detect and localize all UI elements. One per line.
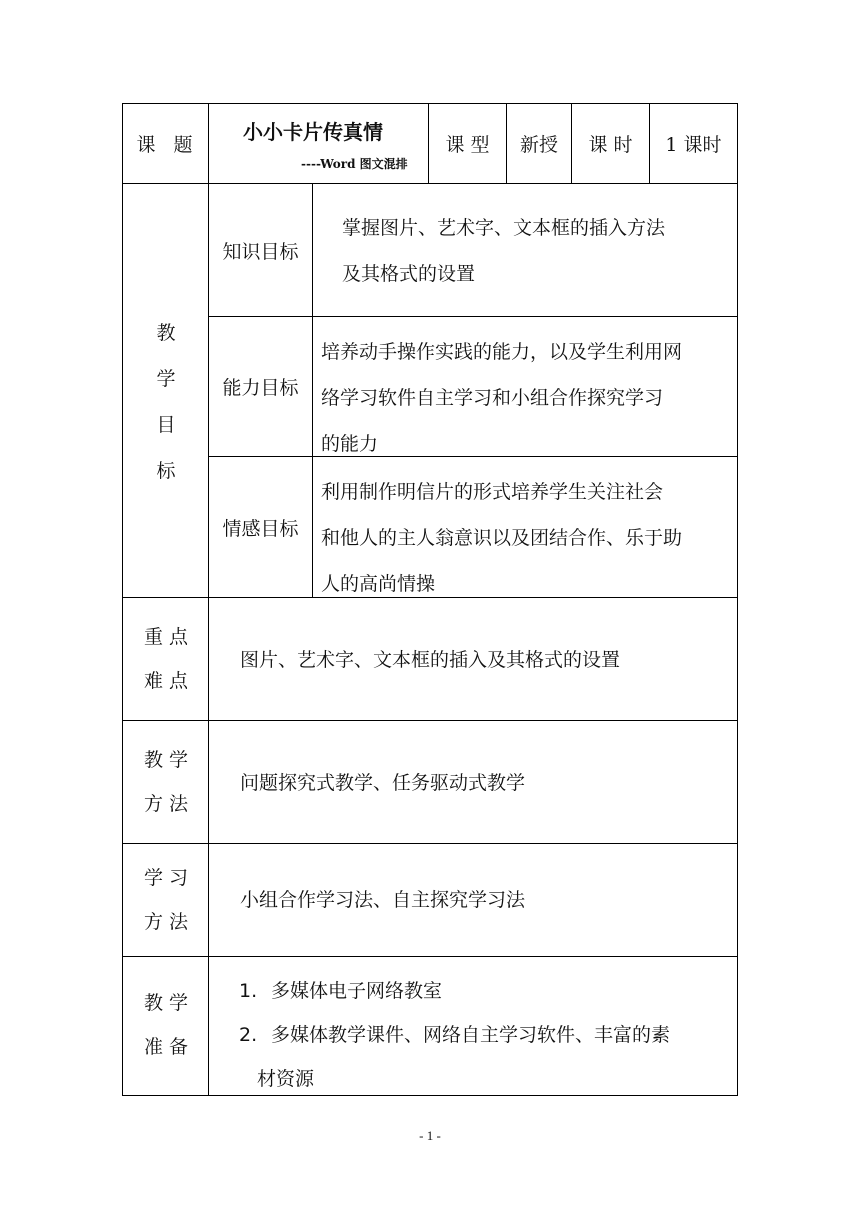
emotion-content-cell — [313, 457, 738, 598]
keypoints-label-cell — [123, 598, 209, 721]
emotion-line: 和他人的主人翁意识以及团结合作、乐于助 — [321, 527, 683, 549]
hours-label: 课 时 — [588, 134, 633, 156]
topic-label-cell — [123, 104, 209, 184]
objectives-label-char: 目 — [156, 414, 176, 436]
lesson-plan-table — [122, 103, 738, 1096]
preparation-label-cell — [123, 957, 209, 1096]
knowledge-content — [342, 205, 665, 297]
title-cell — [209, 104, 429, 184]
teaching-method-content: 问题探究式教学、任务驱动式教学 — [240, 772, 526, 794]
learning-method-label-line: 学 习 — [143, 867, 189, 889]
knowledge-line: 及其格式的设置 — [342, 263, 476, 285]
learning-method-label-cell — [123, 844, 209, 957]
preparation-item — [239, 969, 670, 1013]
keypoints-label-line: 重 点 — [143, 626, 189, 648]
ability-line: 络学习软件自主学习和小组合作探究学习 — [321, 387, 664, 409]
keypoints-label-line: 难 点 — [143, 670, 189, 692]
type-value: 新授 — [519, 134, 558, 156]
ability-content — [321, 329, 682, 467]
page-number: - 1 - — [419, 1128, 441, 1143]
hours-label-cell — [572, 104, 650, 184]
learning-method-content-cell — [209, 844, 738, 957]
objectives-label-cell — [123, 184, 209, 598]
learning-method-label — [123, 856, 209, 944]
preparation-item-continuation: 材资源 — [257, 1068, 315, 1090]
emotion-label: 情感目标 — [222, 517, 299, 540]
objectives-label — [123, 310, 209, 494]
preparation-item-text: 多媒体教学课件、网络自主学习软件、丰富的素 — [271, 1024, 671, 1046]
knowledge-content-cell — [313, 184, 738, 317]
ability-line: 培养动手操作实践的能力，以及学生利用网 — [321, 341, 683, 363]
knowledge-label: 知识目标 — [222, 240, 299, 263]
preparation-list — [239, 969, 670, 1101]
preparation-label-line: 教 学 — [143, 992, 189, 1014]
teaching-method-content-cell — [209, 721, 738, 844]
preparation-item-text: 多媒体电子网络教室 — [271, 980, 443, 1002]
objectives-label-char: 教 — [156, 322, 176, 344]
ability-line: 的能力 — [321, 433, 379, 455]
preparation-item — [239, 1013, 670, 1057]
teaching-method-label — [123, 738, 209, 826]
hours-value: 1 课时 — [665, 134, 722, 156]
teaching-method-label-line: 方 法 — [143, 793, 189, 815]
keypoints-content-cell — [209, 598, 738, 721]
preparation-item-number: 2. — [239, 1024, 258, 1046]
ability-content-cell — [313, 317, 738, 457]
learning-method-label-line: 方 法 — [143, 911, 189, 933]
keypoints-content: 图片、艺术字、文本框的插入及其格式的设置 — [240, 649, 621, 671]
type-value-cell — [507, 104, 572, 184]
lesson-title: 小小卡片传真情 — [243, 120, 383, 144]
preparation-label-line: 准 备 — [143, 1036, 189, 1058]
preparation-item-number: 1. — [239, 980, 258, 1002]
emotion-label-cell — [209, 457, 313, 598]
ability-label: 能力目标 — [222, 377, 299, 399]
lesson-subtitle: ----Word 图文混排 — [301, 157, 408, 171]
preparation-label — [123, 981, 209, 1069]
knowledge-line: 掌握图片、艺术字、文本框的插入方法 — [342, 217, 666, 239]
hours-value-cell — [650, 104, 738, 184]
objectives-label-char: 标 — [156, 460, 176, 482]
keypoints-label — [123, 615, 209, 703]
topic-label: 课 题 — [136, 134, 195, 156]
knowledge-label-cell — [209, 184, 313, 317]
emotion-content — [321, 469, 682, 607]
teaching-method-label-line: 教 学 — [143, 749, 189, 771]
type-label: 课 型 — [445, 134, 490, 156]
learning-method-content: 小组合作学习法、自主探究学习法 — [240, 889, 526, 911]
preparation-content-cell — [209, 957, 738, 1096]
objectives-label-char: 学 — [156, 368, 176, 390]
ability-label-cell — [209, 317, 313, 457]
emotion-line: 利用制作明信片的形式培养学生关注社会 — [321, 481, 664, 503]
type-label-cell — [429, 104, 507, 184]
emotion-line: 人的高尚情操 — [321, 573, 436, 595]
teaching-method-label-cell — [123, 721, 209, 844]
